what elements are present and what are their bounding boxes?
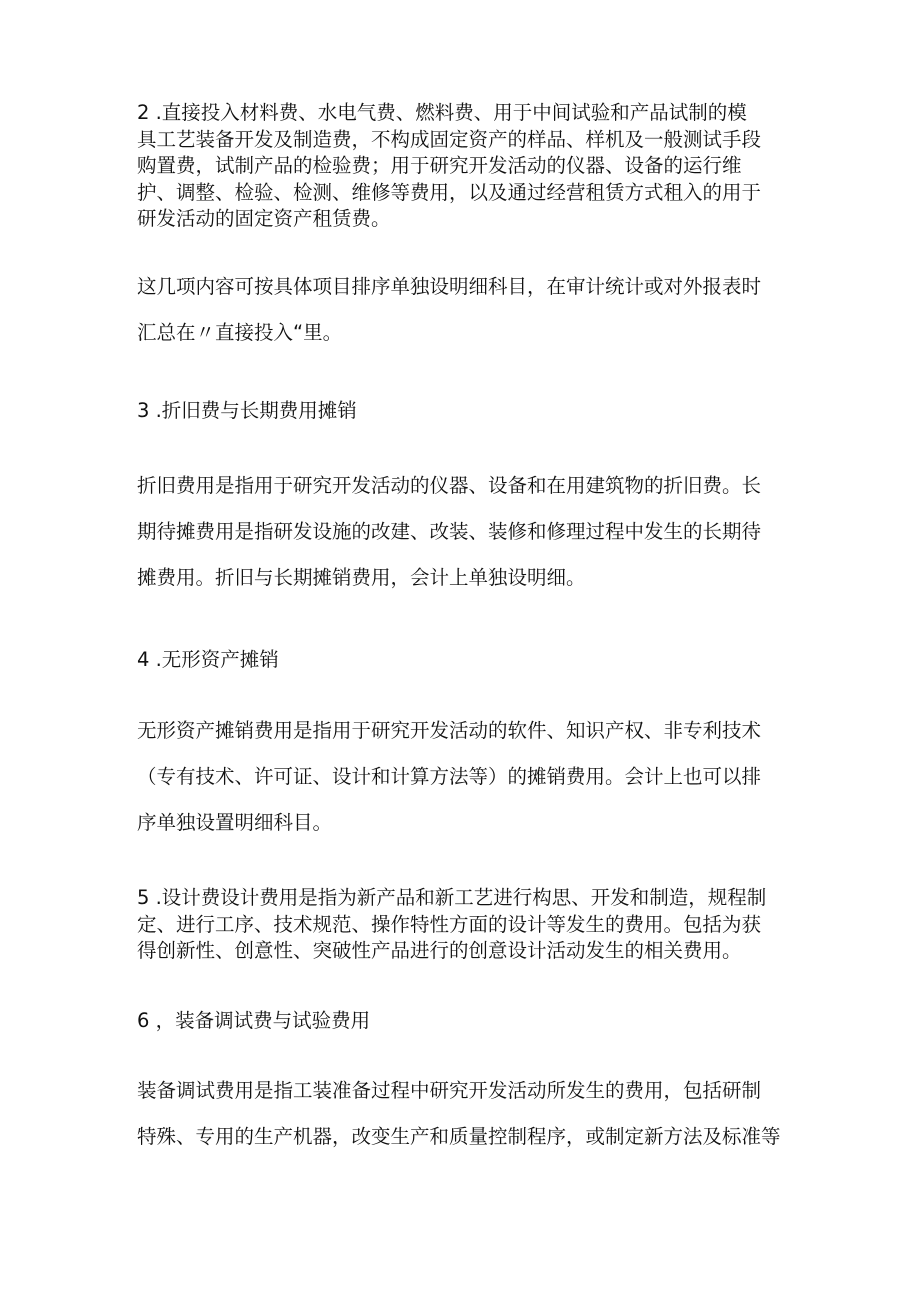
section-heading-intangible	[137, 647, 787, 673]
text-line: 特殊、专用的生产机器，改变生产和质量控制程序，或制定新方法及标准等	[137, 1125, 781, 1148]
text-line: 定、进行工序、技术规范、操作特性方面的设计等发生的费用。包括为获	[137, 912, 762, 936]
text-line: （专有技术、许可证、设计和计算方法等）的摊销费用。会计上也可以排	[137, 765, 762, 788]
text-line: 装备调试费用是指工装准备过程中研究开发活动所发生的费用，包括研制	[137, 1079, 762, 1102]
text-line: 序单独设置明细科目。	[137, 811, 333, 834]
text-line: 具工艺装备开发及制造费，不构成固定资产的样品、样机及一般测试手段	[137, 127, 762, 151]
section-heading: 4 .无形资产摊销	[137, 648, 279, 671]
paragraph-summary-note	[137, 264, 787, 356]
section-heading-depreciation	[137, 398, 787, 424]
paragraph-intangible	[137, 708, 787, 846]
section-heading: 6 ，装备调试费与试验费用	[137, 1009, 371, 1032]
text-line: 研发活动的固定资产租赁费。	[137, 207, 391, 230]
paragraph-design-fee	[137, 885, 787, 965]
text-line: 无形资产摊销费用是指用于研究开发活动的软件、知识产权、非专利技术	[137, 719, 762, 742]
text-line: 得创新性、创意性、突破性产品进行的创意设计活动发生的相关费用。	[137, 939, 742, 962]
paragraph-direct-input	[137, 100, 787, 233]
section-heading: 3 .折旧费与长期费用摊销	[137, 399, 357, 422]
text-line: 汇总在〃直接投入“里。	[137, 321, 343, 344]
text-line: 摊费用。折旧与长期摊销费用，会计上单独设明细。	[137, 566, 586, 589]
text-line: 折旧费用是指用于研究开发活动的仪器、设备和在用建筑物的折旧费。长	[137, 474, 762, 497]
text-line: 5 .设计费设计费用是指为新产品和新工艺进行构思、开发和制造，规程制	[137, 886, 767, 909]
paragraph-depreciation	[137, 463, 787, 601]
text-line: 2 .直接投入材料费、水电气费、燃料费、用于中间试验和产品试制的模	[137, 101, 747, 124]
text-line: 购置费，试制产品的检验费；用于研究开发活动的仪器、设备的运行维	[137, 154, 742, 177]
paragraph-equipment	[137, 1068, 787, 1160]
section-heading-equipment	[137, 1008, 787, 1034]
text-line: 期待摊费用是指研发设施的改建、改装、装修和修理过程中发生的长期待	[137, 520, 762, 543]
text-line: 这几项内容可按具体项目排序单独设明细科目，在审计统计或对外报表时	[137, 275, 762, 298]
text-line: 护、调整、检验、检测、维修等费用，以及通过经营租赁方式租入的用于	[137, 180, 762, 204]
